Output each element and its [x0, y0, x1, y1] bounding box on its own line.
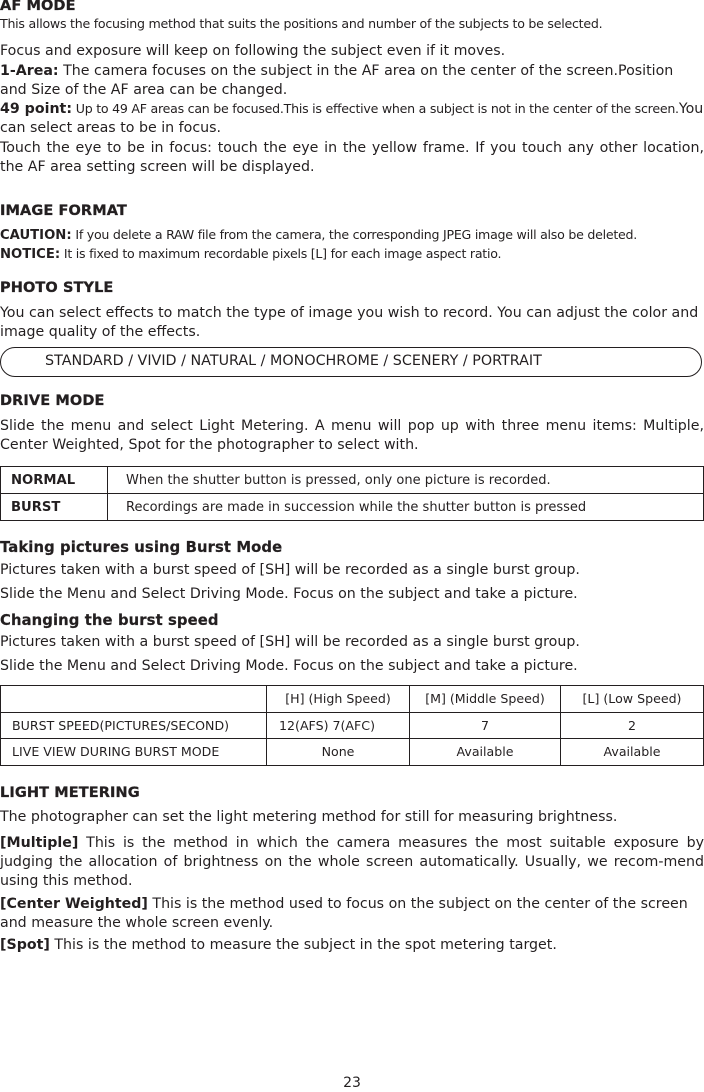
drive-mode-desc: When the shutter button is pressed, only one picture is recorded.	[108, 467, 704, 494]
table-cell: 7	[410, 712, 561, 739]
photo-style-heading: PHOTO STYLE	[0, 280, 114, 296]
burst-speed-line-1: Pictures taken with a burst speed of [SH] will be recorded as a single burst group.	[0, 634, 580, 650]
burst-speed-table	[0, 685, 704, 766]
light-metering-heading: LIGHT METERING	[0, 785, 140, 801]
notice-label: NOTICE:	[0, 247, 61, 262]
table-header-cell	[1, 686, 267, 713]
photo-style-text: You can select effects to match the type of image you wish to record. You can adjust the color and image quality of the effects.	[0, 305, 699, 340]
table-header-cell: [H] (High Speed)	[267, 686, 410, 713]
photo-style-options-box	[0, 347, 702, 377]
af-point-label: 49 point:	[0, 101, 73, 117]
image-format-heading: IMAGE FORMAT	[0, 203, 127, 219]
spot-label: [Spot]	[0, 937, 50, 953]
drive-mode-table	[0, 466, 704, 521]
burst-speed-line-2: Slide the Menu and Select Driving Mode. Focus on the subject and take a picture.	[0, 658, 578, 674]
drive-mode-heading: DRIVE MODE	[0, 393, 105, 409]
caution-note	[0, 225, 704, 245]
drive-mode-name: NORMAL	[1, 467, 108, 494]
caution-text: If you delete a RAW file from the camera, the corresponding JPEG image will also be deleted.	[71, 227, 637, 242]
table-cell: Available	[561, 739, 704, 766]
af-mode-heading: AF MODE	[0, 0, 76, 14]
af-point-text-2: You can select areas to be in focus.	[0, 101, 704, 136]
metering-spot	[0, 936, 704, 955]
af-mode-intro: This allows the focusing method that suits the positions and number of the subjects to be selected.	[0, 16, 603, 31]
table-header-row	[1, 686, 704, 713]
burst-mode-line-1: Pictures taken with a burst speed of [SH] will be recorded as a single burst group.	[0, 562, 580, 578]
photo-style-options: STANDARD / VIVID / NATURAL / MONOCHROME / SCENERY / PORTRAIT	[45, 353, 542, 369]
table-cell: LIVE VIEW DURING BURST MODE	[1, 739, 267, 766]
drive-mode-desc: Recordings are made in succession while the shutter button is pressed	[108, 494, 704, 521]
notice-note	[0, 244, 704, 264]
table-row	[1, 739, 704, 766]
af-mode-follow: Focus and exposure will keep on following the subject even if it moves.	[0, 43, 506, 59]
af-point-text: Up to 49 AF areas can be focused.This is effective when a subject is not in the center of the screen.	[72, 101, 679, 116]
af-area-description	[0, 62, 704, 100]
table-header-cell: [M] (Middle Speed)	[410, 686, 561, 713]
table-header-cell: [L] (Low Speed)	[561, 686, 704, 713]
table-cell: Available	[410, 739, 561, 766]
center-weighted-text: This is the method used to focus on the subject on the center of the screen and measure the whole screen evenly.	[0, 896, 688, 931]
multiple-label: [Multiple]	[0, 835, 79, 851]
multiple-text: This is the method in which the camera measures the most suitable exposure by judging the allocation of brightness on the whole screen automatically. Usually, we recom-mend using this method.	[0, 835, 704, 889]
burst-speed-heading: Changing the burst speed	[0, 612, 219, 629]
caution-label: CAUTION:	[0, 228, 72, 243]
table-row	[1, 494, 704, 521]
burst-mode-line-2: Slide the Menu and Select Driving Mode. Focus on the subject and take a picture.	[0, 586, 578, 602]
table-cell: 12(AFS) 7(AFC)	[267, 712, 410, 739]
metering-multiple	[0, 834, 704, 891]
table-row	[1, 712, 704, 739]
light-metering-text: The photographer can set the light metering method for still for measuring brightness.	[0, 809, 618, 825]
table-row	[1, 467, 704, 494]
drive-mode-name: BURST	[1, 494, 108, 521]
af-area-label: 1-Area:	[0, 63, 59, 79]
af-point-description	[0, 99, 704, 138]
burst-mode-heading: Taking pictures using Burst Mode	[0, 539, 283, 556]
page-number: 23	[343, 1075, 361, 1091]
notice-text: It is fixed to maximum recordable pixels [L] for each image aspect ratio.	[60, 246, 502, 261]
center-weighted-label: [Center Weighted]	[0, 896, 148, 912]
metering-center-weighted	[0, 895, 704, 933]
af-touch-text: Touch the eye to be in focus: touch the eye in the yellow frame. If you touch any other location, the AF area setting screen will be displayed.	[0, 140, 704, 175]
table-cell: 2	[561, 712, 704, 739]
spot-text: This is the method to measure the subject in the spot metering target.	[49, 937, 557, 953]
drive-mode-text: Slide the menu and select Light Metering. A menu will pop up with three menu items: Multiple, Center Weighted, Spot for the photographer to select with.	[0, 418, 704, 453]
table-cell: BURST SPEED(PICTURES/SECOND)	[1, 712, 267, 739]
table-cell: None	[267, 739, 410, 766]
af-area-text: The camera focuses on the subject in the AF area on the center of the screen.Position and Size of the AF area can be changed.	[0, 63, 674, 98]
